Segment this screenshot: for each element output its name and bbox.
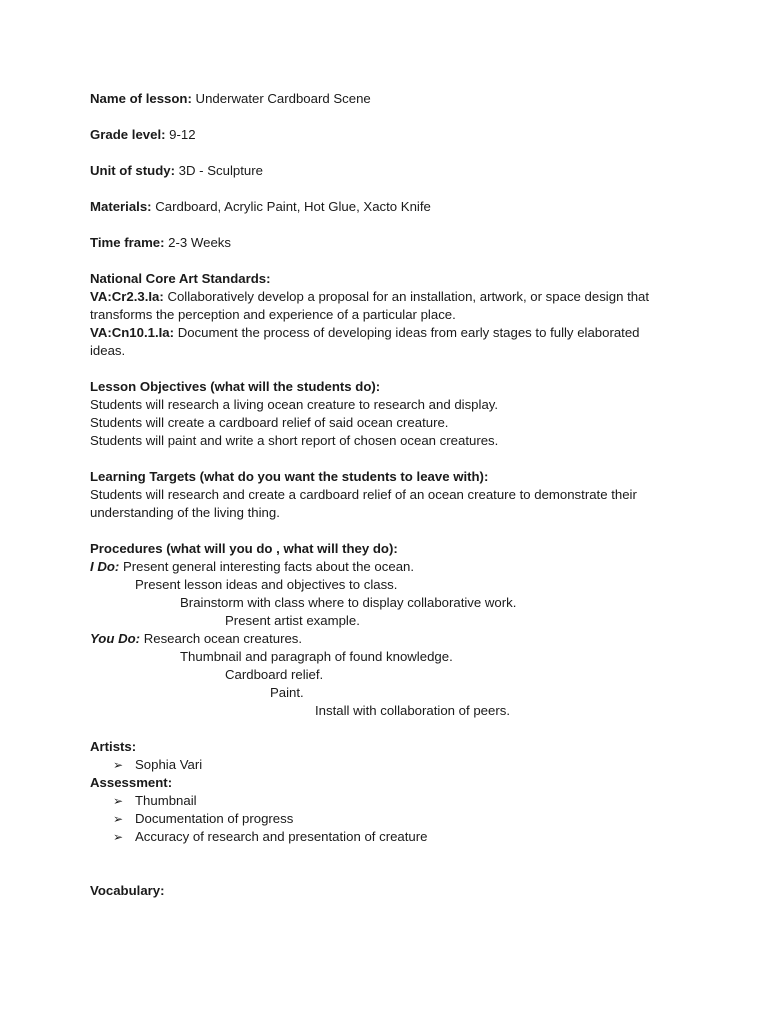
procedures-section [90, 540, 690, 720]
arrow-bullet-icon: ➢ [113, 830, 124, 844]
list-item [90, 828, 690, 846]
vocabulary-heading: Vocabulary: [90, 883, 165, 898]
you-do-step: Research ocean creatures. [140, 631, 303, 646]
standard-text: Document the process of developing ideas from early stages to fully elaborated [174, 325, 640, 340]
time-frame-value: 2-3 Weeks [164, 235, 231, 250]
assessment-heading: Assessment: [90, 775, 173, 790]
arrow-bullet-icon: ➢ [113, 794, 124, 808]
standard-text: Collaboratively develop a proposal for an installation, artwork, or space design that [163, 289, 650, 304]
unit-of-study-row [90, 162, 690, 180]
i-do-step: Brainstorm with class where to display collaborative work. [180, 595, 517, 610]
i-do-step: Present lesson ideas and objectives to class. [135, 577, 398, 592]
list-item [90, 810, 690, 828]
objective-line: Students will research a living ocean creature to research and display. [90, 397, 499, 412]
objective-line: Students will paint and write a short report of chosen ocean creatures. [90, 433, 499, 448]
unit-of-study-value: 3D - Sculpture [174, 163, 263, 178]
standard-code: VA:Cr2.3.Ia: [90, 289, 164, 304]
assessment-item: Documentation of progress [135, 811, 294, 826]
materials-row [90, 198, 690, 216]
materials-value: Cardboard, Acrylic Paint, Hot Glue, Xacto Knife [151, 199, 431, 214]
artists-heading: Artists: [90, 739, 137, 754]
standard-text-continued: transforms the perception and experience of a particular place. [90, 307, 456, 322]
arrow-bullet-icon: ➢ [113, 812, 124, 826]
assessment-section [90, 774, 690, 846]
you-do-step: Install with collaboration of peers. [315, 703, 510, 718]
standards-section [90, 270, 690, 360]
vocabulary-section [90, 882, 690, 900]
materials-label: Materials: [90, 199, 152, 214]
standard-text-continued: ideas. [90, 343, 126, 358]
lesson-name-row [90, 90, 690, 108]
you-do-step: Paint. [270, 685, 304, 700]
standards-heading: National Core Art Standards: [90, 271, 271, 286]
objective-line: Students will create a cardboard relief of said ocean creature. [90, 415, 449, 430]
assessment-list [90, 792, 690, 846]
you-do-label: You Do: [90, 631, 141, 646]
learning-target-line: Students will research and create a cardboard relief of an ocean creature to demonstrate their [90, 487, 637, 502]
standard-item [90, 288, 690, 306]
unit-of-study-label: Unit of study: [90, 163, 175, 178]
i-do-step: Present artist example. [225, 613, 360, 628]
learning-target-line: understanding of the living thing. [90, 505, 280, 520]
objectives-heading: Lesson Objectives (what will the students do): [90, 379, 381, 394]
objectives-section [90, 378, 690, 450]
assessment-item: Accuracy of research and presentation of creature [135, 829, 428, 844]
grade-level-row [90, 126, 690, 144]
lesson-name-value: Underwater Cardboard Scene [191, 91, 371, 106]
lesson-plan-document [90, 90, 690, 900]
artists-section [90, 738, 690, 774]
i-do-step: Present general interesting facts about the ocean. [119, 559, 415, 574]
time-frame-label: Time frame: [90, 235, 165, 250]
grade-level-label: Grade level: [90, 127, 166, 142]
standard-code: VA:Cn10.1.Ia: [90, 325, 175, 340]
i-do-label: I Do: [90, 559, 120, 574]
learning-targets-heading: Learning Targets (what do you want the students to leave with): [90, 469, 489, 484]
arrow-bullet-icon: ➢ [113, 758, 124, 772]
you-do-row [90, 630, 690, 648]
artists-list [90, 756, 690, 774]
artist-name: Sophia Vari [135, 757, 203, 772]
you-do-step: Thumbnail and paragraph of found knowledge. [180, 649, 453, 664]
i-do-row [90, 558, 690, 576]
lesson-name-label: Name of lesson: [90, 91, 192, 106]
procedures-heading: Procedures (what will you do , what will they do): [90, 541, 398, 556]
standard-item [90, 324, 690, 342]
time-frame-row [90, 234, 690, 252]
list-item [90, 792, 690, 810]
learning-targets-section [90, 468, 690, 522]
assessment-item: Thumbnail [135, 793, 197, 808]
grade-level-value: 9-12 [165, 127, 196, 142]
you-do-step: Cardboard relief. [225, 667, 324, 682]
list-item [90, 756, 690, 774]
